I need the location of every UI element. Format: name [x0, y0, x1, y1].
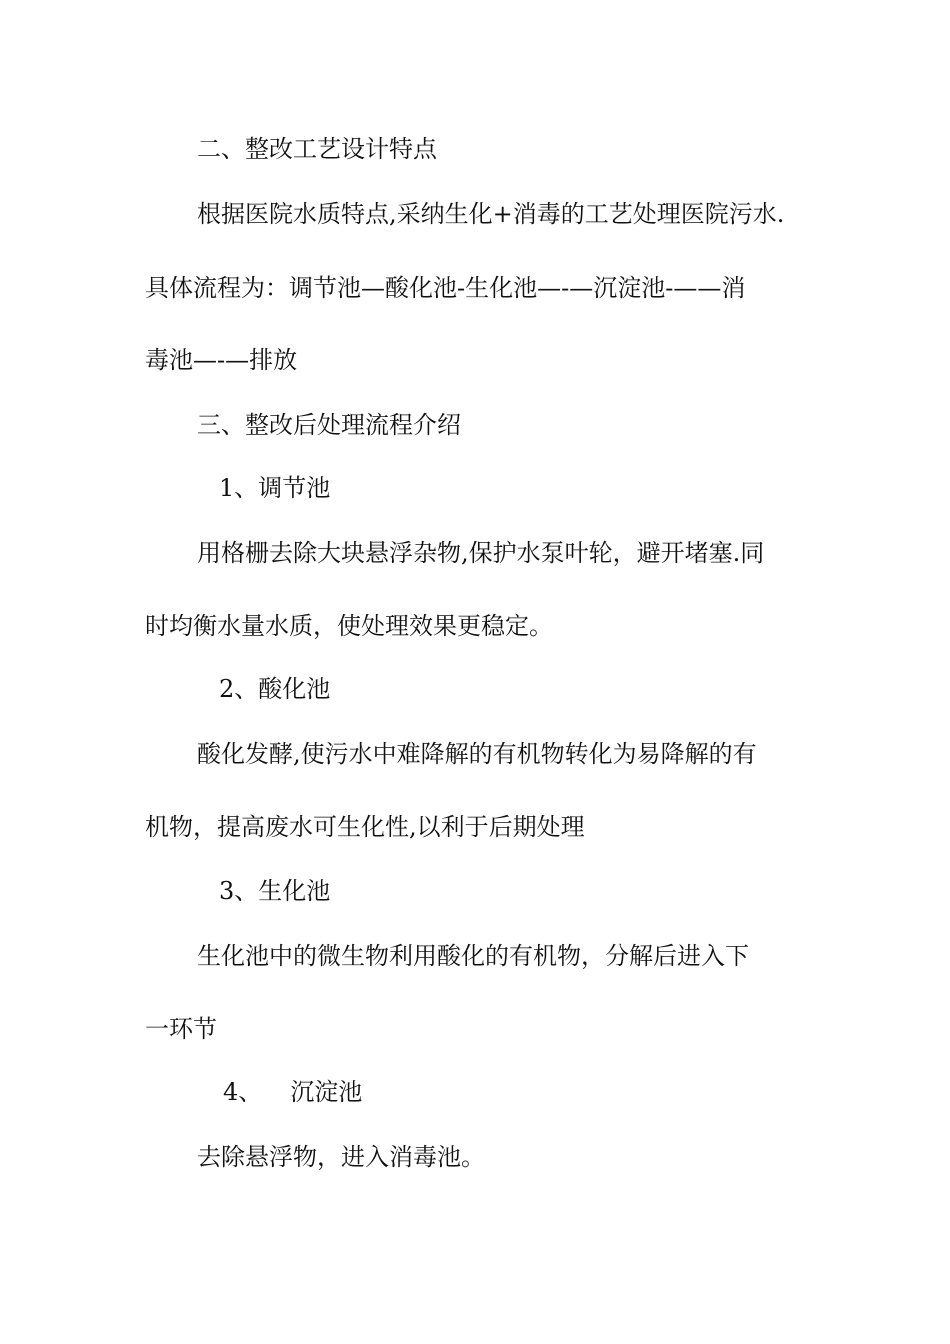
paragraph-line: 生化池中的微生物利用酸化的有机物，分解后进入下	[197, 942, 749, 970]
paragraph-line: 时均衡水量水质，使处理效果更稳定。	[145, 612, 553, 640]
subheading-title: 酸化池	[258, 675, 331, 703]
paragraph-line: 具体流程为：调节池—酸化池-生化池—-—沉淀池-——消	[145, 274, 746, 302]
subheading-title: 沉淀池	[290, 1078, 363, 1106]
section-heading-3: 三、整改后处理流程介绍	[197, 411, 461, 439]
subheading-1	[219, 473, 330, 503]
subheading-number: 2、	[219, 675, 259, 703]
subheading-number: 3、	[219, 877, 259, 905]
paragraph-line: 机物，提高废水可生化性,以利于后期处理	[145, 813, 585, 841]
subheading-title: 生化池	[258, 877, 331, 905]
subheading-number: 1、	[219, 474, 259, 502]
subheading-3	[219, 876, 330, 906]
paragraph-line: 酸化发酵,使污水中难降解的有机物转化为易降解的有	[197, 740, 757, 768]
paragraph-line: 用格栅去除大块悬浮杂物,保护水泵叶轮，避开堵塞.同	[197, 539, 765, 567]
subheading-number: 4、	[223, 1078, 263, 1106]
paragraph-line: 去除悬浮物，进入消毒池。	[197, 1143, 485, 1171]
section-heading-2: 二、整改工艺设计特点	[197, 135, 437, 163]
subheading-4	[223, 1077, 362, 1107]
subheading-title: 调节池	[258, 474, 331, 502]
paragraph-line: 一环节	[145, 1015, 217, 1043]
paragraph-line: 根据医院水质特点,采纳生化+消毒的工艺处理医院污水.	[197, 200, 785, 228]
paragraph-line: 毒池—-—排放	[145, 346, 298, 374]
subheading-2	[219, 674, 330, 704]
